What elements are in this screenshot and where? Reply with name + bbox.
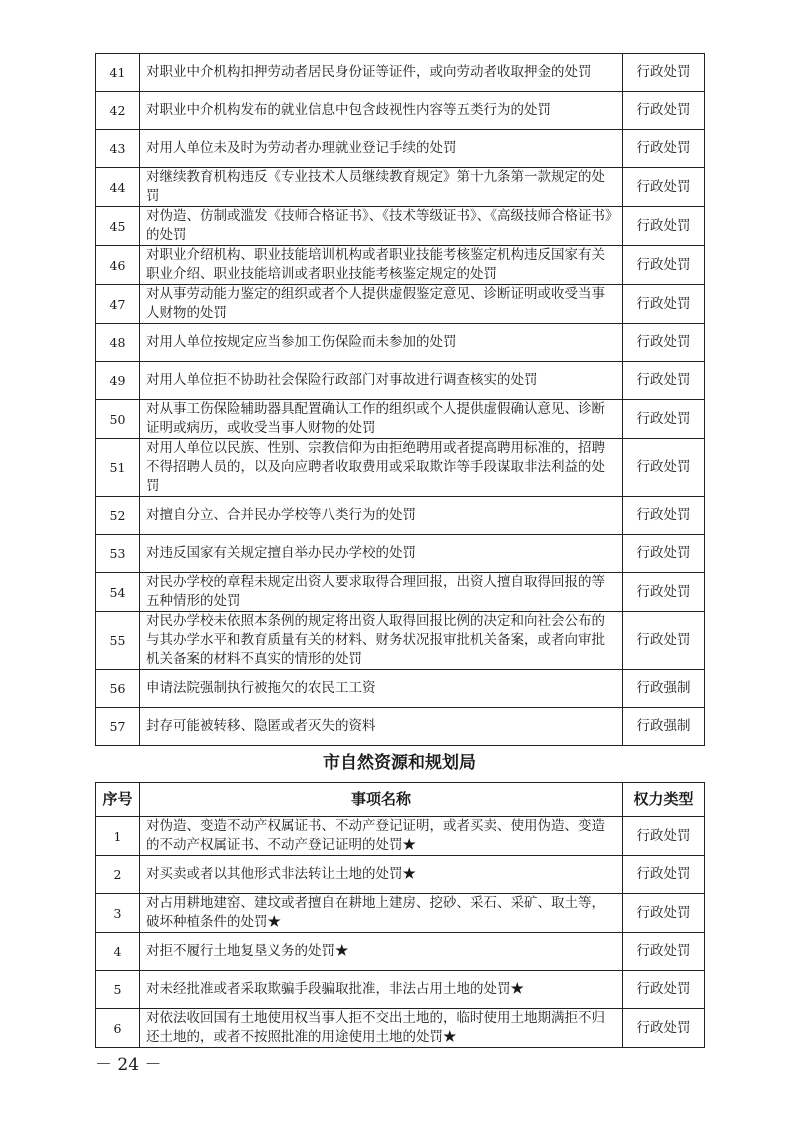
row-number: 6 <box>96 1009 140 1048</box>
row-number: 51 <box>96 439 140 497</box>
row-type: 行政处罚 <box>623 400 705 439</box>
row-number: 5 <box>96 971 140 1009</box>
row-item: 对用人单位未及时为劳动者办理就业登记手续的处罚 <box>140 130 623 168</box>
row-number: 46 <box>96 246 140 285</box>
row-item: 对继续教育机构违反《专业技术人员继续教育规定》第十九条第一款规定的处罚 <box>140 168 623 207</box>
row-item: 对用人单位拒不协助社会保险行政部门对事故进行调查核实的处罚 <box>140 362 623 400</box>
row-number: 45 <box>96 207 140 246</box>
row-number: 53 <box>96 535 140 573</box>
row-number: 48 <box>96 324 140 362</box>
table-row <box>96 708 705 746</box>
row-type: 行政强制 <box>623 670 705 708</box>
row-item: 封存可能被转移、隐匿或者灭失的资料 <box>140 708 623 746</box>
table-row <box>96 285 705 324</box>
table-row <box>96 1009 705 1048</box>
row-item: 对未经批准或者采取欺骗手段骗取批准，非法占用土地的处罚★ <box>140 971 623 1009</box>
header-no: 序号 <box>96 783 140 817</box>
row-type: 行政处罚 <box>623 573 705 612</box>
row-item: 对占用耕地建窑、建坟或者擅自在耕地上建房、挖砂、采石、采矿、取土等，破坏种植条件的处罚★ <box>140 894 623 933</box>
header-item: 事项名称 <box>140 783 623 817</box>
row-number: 42 <box>96 92 140 130</box>
row-item: 对职业中介机构扣押劳动者居民身份证等证件，或向劳动者收取押金的处罚 <box>140 54 623 92</box>
row-item: 对擅自分立、合并民办学校等八类行为的处罚 <box>140 497 623 535</box>
row-type: 行政处罚 <box>623 971 705 1009</box>
row-item: 对伪造、变造不动产权属证书、不动产登记证明，或者买卖、使用伪造、变造的不动产权属证书、不动产登记证明的处罚★ <box>140 817 623 856</box>
row-number: 55 <box>96 612 140 670</box>
row-number: 56 <box>96 670 140 708</box>
row-type: 行政处罚 <box>623 324 705 362</box>
row-number: 49 <box>96 362 140 400</box>
row-number: 43 <box>96 130 140 168</box>
row-type: 行政处罚 <box>623 817 705 856</box>
row-item: 对拒不履行土地复垦义务的处罚★ <box>140 933 623 971</box>
row-type: 行政处罚 <box>623 856 705 894</box>
row-number: 54 <box>96 573 140 612</box>
table-row <box>96 400 705 439</box>
table-row <box>96 130 705 168</box>
table-row <box>96 207 705 246</box>
row-item: 对违反国家有关规定擅自举办民办学校的处罚 <box>140 535 623 573</box>
row-type: 行政处罚 <box>623 168 705 207</box>
table-row <box>96 439 705 497</box>
header-type: 权力类型 <box>623 783 705 817</box>
row-item: 对依法收回国有土地使用权当事人拒不交出土地的，临时使用土地期满拒不归还土地的，或者不按照批准的用途使用土地的处罚★ <box>140 1009 623 1048</box>
row-type: 行政处罚 <box>623 207 705 246</box>
table-row <box>96 362 705 400</box>
row-type: 行政处罚 <box>623 894 705 933</box>
row-item: 对职业中介机构发布的就业信息中包含歧视性内容等五类行为的处罚 <box>140 92 623 130</box>
table-row <box>96 933 705 971</box>
table-row <box>96 535 705 573</box>
row-number: 44 <box>96 168 140 207</box>
table-row <box>96 324 705 362</box>
row-item: 对从事劳动能力鉴定的组织或者个人提供虚假鉴定意见、诊断证明或收受当事人财物的处罚 <box>140 285 623 324</box>
table-row <box>96 497 705 535</box>
row-item: 对伪造、仿制或滥发《技师合格证书》、《技术等级证书》、《高级技师合格证书》的处罚 <box>140 207 623 246</box>
section-title: 市自然资源和规划局 <box>323 753 476 773</box>
row-number: 1 <box>96 817 140 856</box>
row-type: 行政处罚 <box>623 285 705 324</box>
row-item: 申请法院强制执行被拖欠的农民工工资 <box>140 670 623 708</box>
natural-resources-table <box>95 782 705 1048</box>
row-number: 41 <box>96 54 140 92</box>
table-row <box>96 573 705 612</box>
row-number: 2 <box>96 856 140 894</box>
table-row <box>96 54 705 92</box>
row-number: 47 <box>96 285 140 324</box>
row-type: 行政处罚 <box>623 1009 705 1048</box>
row-number: 4 <box>96 933 140 971</box>
row-item: 对从事工伤保险辅助器具配置确认工作的组织或个人提供虚假确认意见、诊断证明或病历，或收受当事人财物的处罚 <box>140 400 623 439</box>
table-row <box>96 92 705 130</box>
table-row <box>96 856 705 894</box>
row-type: 行政处罚 <box>623 92 705 130</box>
row-type: 行政处罚 <box>623 54 705 92</box>
row-item: 对买卖或者以其他形式非法转让土地的处罚★ <box>140 856 623 894</box>
row-type: 行政处罚 <box>623 439 705 497</box>
row-type: 行政处罚 <box>623 130 705 168</box>
row-item: 对职业介绍机构、职业技能培训机构或者职业技能考核鉴定机构违反国家有关职业介绍、职业技能培训或者职业技能考核鉴定规定的处罚 <box>140 246 623 285</box>
row-number: 50 <box>96 400 140 439</box>
row-item: 对民办学校未依照本条例的规定将出资人取得回报比例的决定和向社会公布的与其办学水平和教育质量有关的材料、财务状况报审批机关备案，或者向审批机关备案的材料不真实的情形的处罚 <box>140 612 623 670</box>
row-type: 行政处罚 <box>623 246 705 285</box>
page-number: － 24 － <box>95 1055 162 1075</box>
table-row <box>96 168 705 207</box>
row-item: 对用人单位按规定应当参加工伤保险而未参加的处罚 <box>140 324 623 362</box>
row-item: 对民办学校的章程未规定出资人要求取得合理回报，出资人擅自取得回报的等五种情形的处罚 <box>140 573 623 612</box>
row-type: 行政处罚 <box>623 612 705 670</box>
row-type: 行政强制 <box>623 708 705 746</box>
row-number: 3 <box>96 894 140 933</box>
row-number: 57 <box>96 708 140 746</box>
row-type: 行政处罚 <box>623 535 705 573</box>
row-type: 行政处罚 <box>623 933 705 971</box>
table-row <box>96 246 705 285</box>
table-header-row <box>96 783 705 817</box>
table-row <box>96 670 705 708</box>
table-row <box>96 817 705 856</box>
row-item: 对用人单位以民族、性别、宗教信仰为由拒绝聘用或者提高聘用标准的，招聘不得招聘人员的，以及向应聘者收取费用或采取欺诈等手段谋取非法利益的处罚 <box>140 439 623 497</box>
authority-table-continued <box>95 53 705 746</box>
row-type: 行政处罚 <box>623 362 705 400</box>
table-row <box>96 612 705 670</box>
table-row <box>96 894 705 933</box>
row-number: 52 <box>96 497 140 535</box>
row-type: 行政处罚 <box>623 497 705 535</box>
table-row <box>96 971 705 1009</box>
